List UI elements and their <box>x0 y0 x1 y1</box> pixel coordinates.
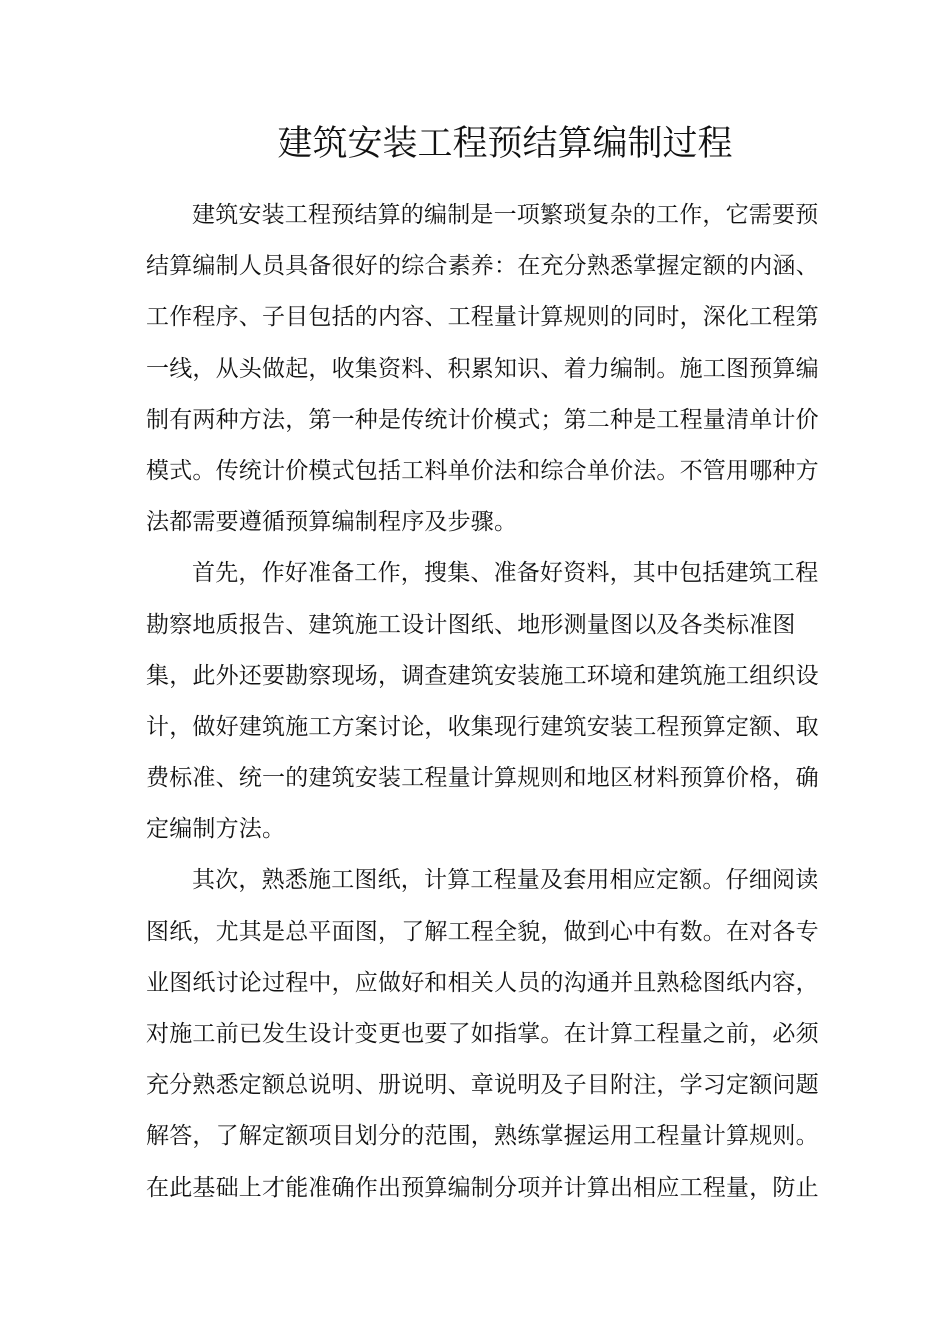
paragraph-line: 计，做好建筑施工方案讨论，收集现行建筑安装工程预算定额、取 <box>146 713 819 740</box>
paragraph-line: 制有两种方法，第一种是传统计价模式；第二种是工程量清单计价 <box>146 406 819 433</box>
paragraph-line: 定编制方法。 <box>146 816 286 843</box>
paragraph-line: 其次，熟悉施工图纸，计算工程量及套用相应定额。仔细阅读 <box>192 867 819 894</box>
paragraph-line: 集，此外还要勘察现场，调查建筑安装施工环境和建筑施工组织设 <box>146 662 819 689</box>
paragraph-line: 法都需要遵循预算编制程序及步骤。 <box>146 509 518 536</box>
paragraph-line: 在此基础上才能准确作出预算编制分项并计算出相应工程量，防止 <box>146 1174 819 1201</box>
paragraph-line: 充分熟悉定额总说明、册说明、章说明及子目附注，学习定额问题 <box>146 1072 819 1099</box>
paragraph-line: 模式。传统计价模式包括工料单价法和综合单价法。不管用哪种方 <box>146 457 819 484</box>
paragraph-line: 结算编制人员具备很好的综合素养：在充分熟悉掌握定额的内涵、 <box>146 253 819 280</box>
paragraph-line: 建筑安装工程预结算的编制是一项繁琐复杂的工作，它需要预 <box>192 202 819 228</box>
paragraph <box>146 855 819 1213</box>
paragraph-line: 业图纸讨论过程中，应做好和相关人员的沟通并且熟稔图纸内容， <box>146 969 819 996</box>
paragraph-line: 一线，从头做起，收集资料、积累知识、着力编制。施工图预算编 <box>146 355 819 382</box>
paragraph-line: 费标准、统一的建筑安装工程量计算规则和地区材料预算价格，确 <box>146 765 819 792</box>
paragraph-line: 对施工前已发生设计变更也要了如指掌。在计算工程量之前，必须 <box>146 1021 819 1047</box>
document-title: 建筑安装工程预结算编制过程 <box>277 124 733 164</box>
paragraph-line: 勘察地质报告、建筑施工设计图纸、地形测量图以及各类标准图 <box>146 611 796 638</box>
paragraph <box>146 548 819 855</box>
document-body <box>146 190 819 1214</box>
paragraph-line: 工作程序、子目包括的内容、工程量计算规则的同时，深化工程第 <box>146 304 819 331</box>
paragraph <box>146 190 819 548</box>
paragraph-line: 首先，作好准备工作，搜集、准备好资料，其中包括建筑工程 <box>192 560 819 587</box>
paragraph-line: 解答，了解定额项目划分的范围，熟练掌握运用工程量计算规则。 <box>146 1123 819 1150</box>
paragraph-line: 图纸，尤其是总平面图，了解工程全貌，做到心中有数。在对各专 <box>146 918 819 945</box>
